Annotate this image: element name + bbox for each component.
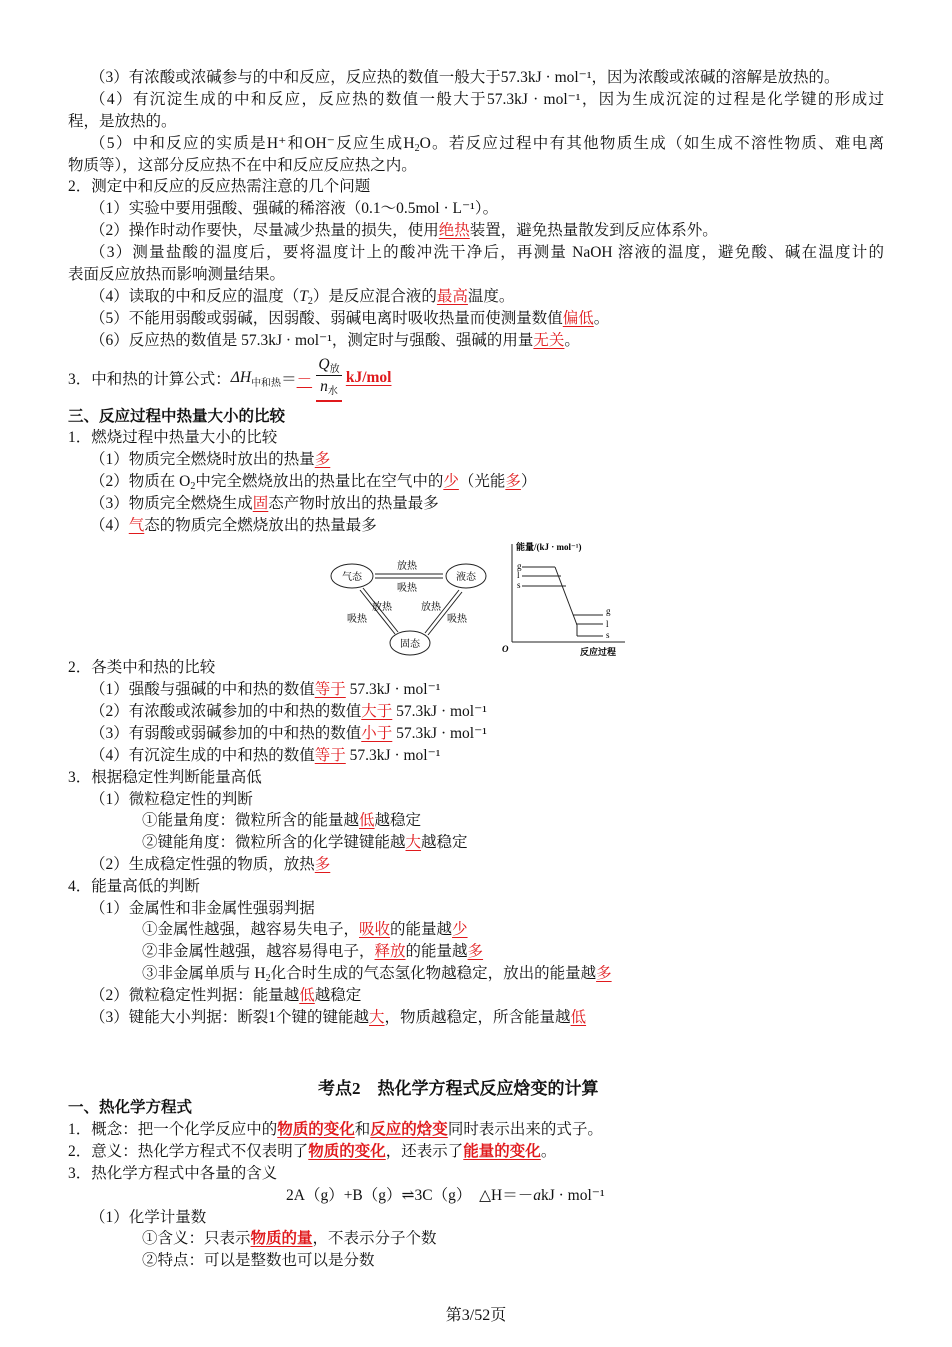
- text-line: [68, 876, 200, 898]
- solid-liquid-absorb: 吸热: [447, 614, 467, 625]
- text-line: [68, 176, 370, 198]
- text-line: [142, 1228, 437, 1250]
- text-line: [68, 1163, 277, 1185]
- answer-blank: 大: [405, 834, 422, 851]
- text-segment: （1）微粒稳定性的判断: [90, 791, 253, 808]
- text-segment: 2．意义：热化学方程式不仅表明了: [68, 1143, 309, 1160]
- product-solid-label: s: [606, 630, 610, 640]
- gas-label: 气态: [342, 572, 362, 583]
- text-segment: 表面反应放热而影响测量结果。: [68, 266, 286, 283]
- formula-delta-h-group: [231, 367, 281, 390]
- y-axis-label: 能量/(kJ · mol⁻¹): [516, 542, 582, 552]
- answer-blank: 低: [570, 1009, 587, 1026]
- text-segment: 1．燃烧过程中热量大小的比较: [68, 429, 278, 446]
- text-segment: 57.3kJ · mol⁻¹: [392, 725, 487, 742]
- answer-blank: 物质的变化: [277, 1121, 355, 1138]
- text-segment: （2）物质在 O: [90, 473, 191, 490]
- text-segment: 中完全燃烧放出的热量比在空气中的: [195, 473, 444, 490]
- text-segment: （3）有弱酸或弱碱参加的中和热的数值: [90, 725, 362, 742]
- text-line: [68, 427, 277, 449]
- text-line: [90, 89, 884, 111]
- answer-blank: 多: [467, 943, 484, 960]
- text-segment: 57.3kJ · mol⁻¹: [345, 681, 441, 698]
- answer-blank: 小于: [361, 725, 393, 742]
- answer-blank: 等于: [314, 747, 346, 764]
- origin-label: O: [502, 644, 509, 654]
- answer-blank: 大: [369, 1009, 385, 1026]
- text-segment: ①能量角度：微粒所含的能量越: [142, 812, 360, 829]
- answer-blank: 等于: [314, 681, 346, 698]
- text-segment: （4）有沉淀生成的中和反应，反应热的数值一般大于57.3kJ · mol⁻¹，因为生成沉淀的过程是化学键的形成过: [90, 91, 884, 108]
- text-segment: （3）键能大小判据：断裂1个键的键能越: [90, 1009, 370, 1026]
- text-segment: 57.3kJ · mol⁻¹: [392, 703, 487, 720]
- solid-label: 固态: [400, 639, 420, 650]
- liquid-solid-release: 放热: [421, 602, 441, 613]
- text-line: [90, 701, 487, 723]
- text-segment: O。若反应过程中有其他物质生成（如生成不溶性物质、难电离: [419, 135, 884, 152]
- text-line: [90, 745, 440, 767]
- text-segment: ②键能角度：微粒所含的化学键键能越: [142, 834, 406, 851]
- text-segment: （1）化学计量数: [90, 1209, 207, 1226]
- text-segment: （5）中和反应的实质是H⁺和OH⁻反应生成H: [90, 135, 415, 152]
- text-segment: （2）有浓酸或浓碱参加的中和热的数值: [90, 703, 362, 720]
- text-segment: 越稳定: [314, 987, 362, 1004]
- answer-blank: 大于: [361, 703, 393, 720]
- text-line: [68, 406, 285, 428]
- text-line: [90, 1007, 586, 1029]
- text-line: [90, 133, 884, 155]
- product-gas-label: g: [606, 606, 611, 616]
- x-axis-label: 反应过程: [580, 647, 617, 657]
- gas-solid-release: 放热: [372, 602, 392, 613]
- text-segment: （4）有沉淀生成的中和热的数值: [90, 747, 315, 764]
- text-segment: ②非金属性越强，越容易得电子，: [142, 943, 375, 960]
- text-segment: （2）操作时动作要快，尽量减少热量的损失，使用: [90, 222, 439, 239]
- text-line: [90, 679, 440, 701]
- text-line: [90, 242, 884, 264]
- answer-blank: 气: [128, 517, 145, 534]
- text-line: [68, 111, 177, 133]
- text-segment: （4）: [90, 517, 129, 534]
- text-segment: 57.3kJ · mol⁻¹: [345, 747, 441, 764]
- formula-delta-h: ΔH: [230, 368, 252, 386]
- answer-blank: 释放: [374, 943, 406, 960]
- text-segment: 。: [540, 1143, 557, 1160]
- text-line: [90, 1207, 206, 1229]
- text-line: [90, 449, 330, 471]
- text-line: [90, 286, 514, 308]
- text-line: [90, 789, 253, 811]
- text-segment: （6）反应热的数值是 57.3kJ · mol⁻¹，测定时与强酸、强碱的用量: [90, 332, 534, 349]
- text-segment: 2: [307, 296, 313, 307]
- text-segment: T: [299, 288, 308, 305]
- text-segment: 。: [564, 332, 580, 349]
- text-segment: 3．热化学方程式中各量的含义: [68, 1165, 278, 1182]
- denominator-sub: 水: [327, 385, 338, 397]
- text-line: [90, 220, 718, 242]
- answer-blank: 低: [359, 812, 375, 829]
- answer-blank: 最高: [436, 288, 468, 305]
- text-line: [68, 155, 417, 177]
- text-line: [142, 1250, 375, 1272]
- text-line: [90, 854, 330, 876]
- formula-unit: kJ/mol: [345, 369, 392, 386]
- text-segment: （1）物质完全燃烧时放出的热量: [90, 451, 315, 468]
- text-segment: 的能量越: [390, 921, 453, 938]
- answer-blank: 能量的变化: [463, 1143, 541, 1160]
- text-line: [90, 471, 536, 493]
- text-segment: （光能: [458, 473, 506, 490]
- answer-blank: 多: [596, 965, 612, 982]
- text-line: [142, 941, 483, 963]
- text-line: [68, 1141, 556, 1163]
- text-segment: ②特点：可以是整数也可以是分数: [142, 1252, 375, 1269]
- numerator: Q: [318, 355, 330, 373]
- reactant-solid-label: s: [517, 580, 521, 590]
- answer-blank: 多: [314, 451, 331, 468]
- numerator-sub: 放: [329, 363, 340, 375]
- text-segment: （3）物质完全燃烧生成: [90, 495, 253, 512]
- text-segment: 温度。: [467, 288, 515, 305]
- text-segment: 3．根据稳定性判断能量高低: [68, 769, 262, 786]
- text-segment: 越稳定: [421, 834, 468, 851]
- text-line: [68, 657, 215, 679]
- energy-lines: [522, 567, 603, 636]
- text-segment: （1）强酸与强碱的中和热的数值: [90, 681, 315, 698]
- text-segment: 。: [593, 310, 610, 327]
- text-line: [142, 963, 612, 985]
- text-segment: 2A（g）+B（g）⇌3C（g） △H＝－: [286, 1187, 534, 1204]
- text-segment: （2）生成稳定性强的物质，放热: [90, 856, 315, 873]
- text-segment: 化合时生成的气态氢化物越稳定，放出的能量越: [270, 965, 597, 982]
- neutralization-heat-formula: [68, 352, 392, 404]
- text-segment: （4）读取的中和反应的温度（: [90, 288, 300, 305]
- text-line: [142, 810, 421, 832]
- text-segment: （3）测量盐酸的温度后，要将温度计上的酸冲洗干净后，再测量 NaOH 溶液的温度，避免酸、碱在温度计的: [90, 244, 884, 261]
- text-segment: 三、反应过程中热量大小的比较: [68, 408, 286, 425]
- text-segment: （5）不能用弱酸或弱碱，因弱酸、弱碱电离时吸收热量而使测量数值: [90, 310, 563, 327]
- answer-blank: 低: [299, 987, 315, 1004]
- answer-blank: 少: [452, 921, 468, 938]
- text-line: [90, 515, 377, 537]
- text-line: [68, 1097, 192, 1119]
- text-line: [90, 985, 361, 1007]
- text-segment: 一、热化学方程式: [68, 1099, 193, 1116]
- liquid-gas-absorb: 吸热: [397, 583, 417, 594]
- text-segment: （1）金属性和非金属性强弱判据: [90, 900, 315, 917]
- text-line: [90, 493, 439, 515]
- text-segment: 程，是放热的。: [68, 113, 177, 130]
- solid-gas-absorb: 吸热: [347, 614, 367, 625]
- formula-minus: －: [296, 371, 313, 388]
- text-segment: 的能量越: [405, 943, 468, 960]
- text-segment: 2: [190, 481, 196, 492]
- gas-liquid-release: 放热: [397, 561, 417, 572]
- text-segment: ，不表示分子个数: [312, 1230, 437, 1247]
- answer-blank: 多: [505, 473, 521, 490]
- text-segment: a: [533, 1187, 541, 1204]
- formula-delta-h-sub: 中和热: [251, 377, 282, 389]
- answer-blank: 偏低: [562, 310, 594, 327]
- text-segment: ①金属性越强，越容易失电子，: [142, 921, 360, 938]
- text-segment: 2: [265, 973, 271, 984]
- text-line: [90, 723, 487, 745]
- product-liquid-label: l: [606, 619, 609, 629]
- formula-fraction: [316, 355, 342, 402]
- text-segment: 态产物时放出的热量最多: [268, 495, 439, 512]
- answer-blank: 反应的焓变: [370, 1121, 448, 1138]
- liquid-label: 液态: [456, 572, 476, 583]
- text-line: [286, 1185, 605, 1207]
- text-segment: （3）有浓酸或浓碱参与的中和反应，反应热的数值一般大于57.3kJ · mol⁻¹，因为浓酸或浓碱的溶解是放热的。: [90, 69, 840, 86]
- text-segment: 越稳定: [374, 812, 422, 829]
- energy-level-diagram: [500, 538, 630, 662]
- text-segment: 2．测定中和反应的反应热需注意的几个问题: [68, 178, 371, 195]
- text-segment: ①含义：只表示: [142, 1230, 251, 1247]
- text-segment: 同时表示出来的式子。: [447, 1121, 603, 1138]
- reactant-liquid-label: l: [517, 570, 520, 580]
- page-number: 第3/52页: [445, 1307, 507, 1324]
- text-line: [68, 1119, 603, 1141]
- state-change-diagram: [325, 540, 495, 660]
- text-line: [90, 898, 315, 920]
- answer-blank: 固: [252, 495, 269, 512]
- text-segment: ）是反应混合液的: [312, 288, 437, 305]
- text-line: [90, 330, 580, 352]
- text-line: [90, 308, 609, 330]
- answer-blank: 绝热: [438, 222, 470, 239]
- answer-blank: 无关: [533, 332, 565, 349]
- section-heading: 考点2 热化学方程式反应焓变的计算: [318, 1079, 599, 1098]
- text-line: [68, 264, 285, 286]
- formula-label: 3．中和热的计算公式：: [68, 371, 231, 388]
- text-segment: ，还表示了: [385, 1143, 464, 1160]
- text-segment: 1．概念：把一个化学反应中的: [68, 1121, 278, 1138]
- text-line: [68, 767, 262, 789]
- answer-blank: 物质的变化: [308, 1143, 386, 1160]
- answer-blank: 少: [443, 473, 459, 490]
- text-segment: 和: [354, 1121, 371, 1138]
- text-segment: 态的物质完全燃烧放出的热量最多: [144, 517, 377, 534]
- text-segment: ）: [520, 473, 537, 490]
- text-line: [90, 67, 840, 89]
- text-segment: ，物质越稳定，所含能量越: [384, 1009, 571, 1026]
- text-line: [142, 832, 468, 854]
- formula-equals: ＝: [281, 371, 297, 388]
- text-segment: 4．能量高低的判断: [68, 878, 200, 895]
- text-line: [90, 198, 498, 220]
- text-segment: 2．各类中和热的比较: [68, 659, 216, 676]
- text-segment: 物质等），这部分反应热不在中和反应反应热之内。: [68, 157, 417, 174]
- text-segment: （1）实验中要用强酸、强碱的稀溶液（0.1～0.5mol · L⁻¹）。: [90, 200, 499, 217]
- text-line: [142, 919, 468, 941]
- answer-blank: 吸收: [359, 921, 391, 938]
- reactant-gas-label: g: [517, 561, 522, 571]
- text-segment: ③非金属单质与 H: [142, 965, 266, 982]
- answer-blank: 物质的量: [250, 1230, 313, 1247]
- denominator: n: [320, 377, 328, 395]
- text-segment: 2: [414, 143, 420, 154]
- text-segment: 装置，避免热量散发到反应体系外。: [469, 222, 718, 239]
- answer-blank: 多: [314, 856, 331, 873]
- text-segment: kJ · mol⁻¹: [540, 1187, 605, 1204]
- text-segment: （2）微粒稳定性判据：能量越: [90, 987, 300, 1004]
